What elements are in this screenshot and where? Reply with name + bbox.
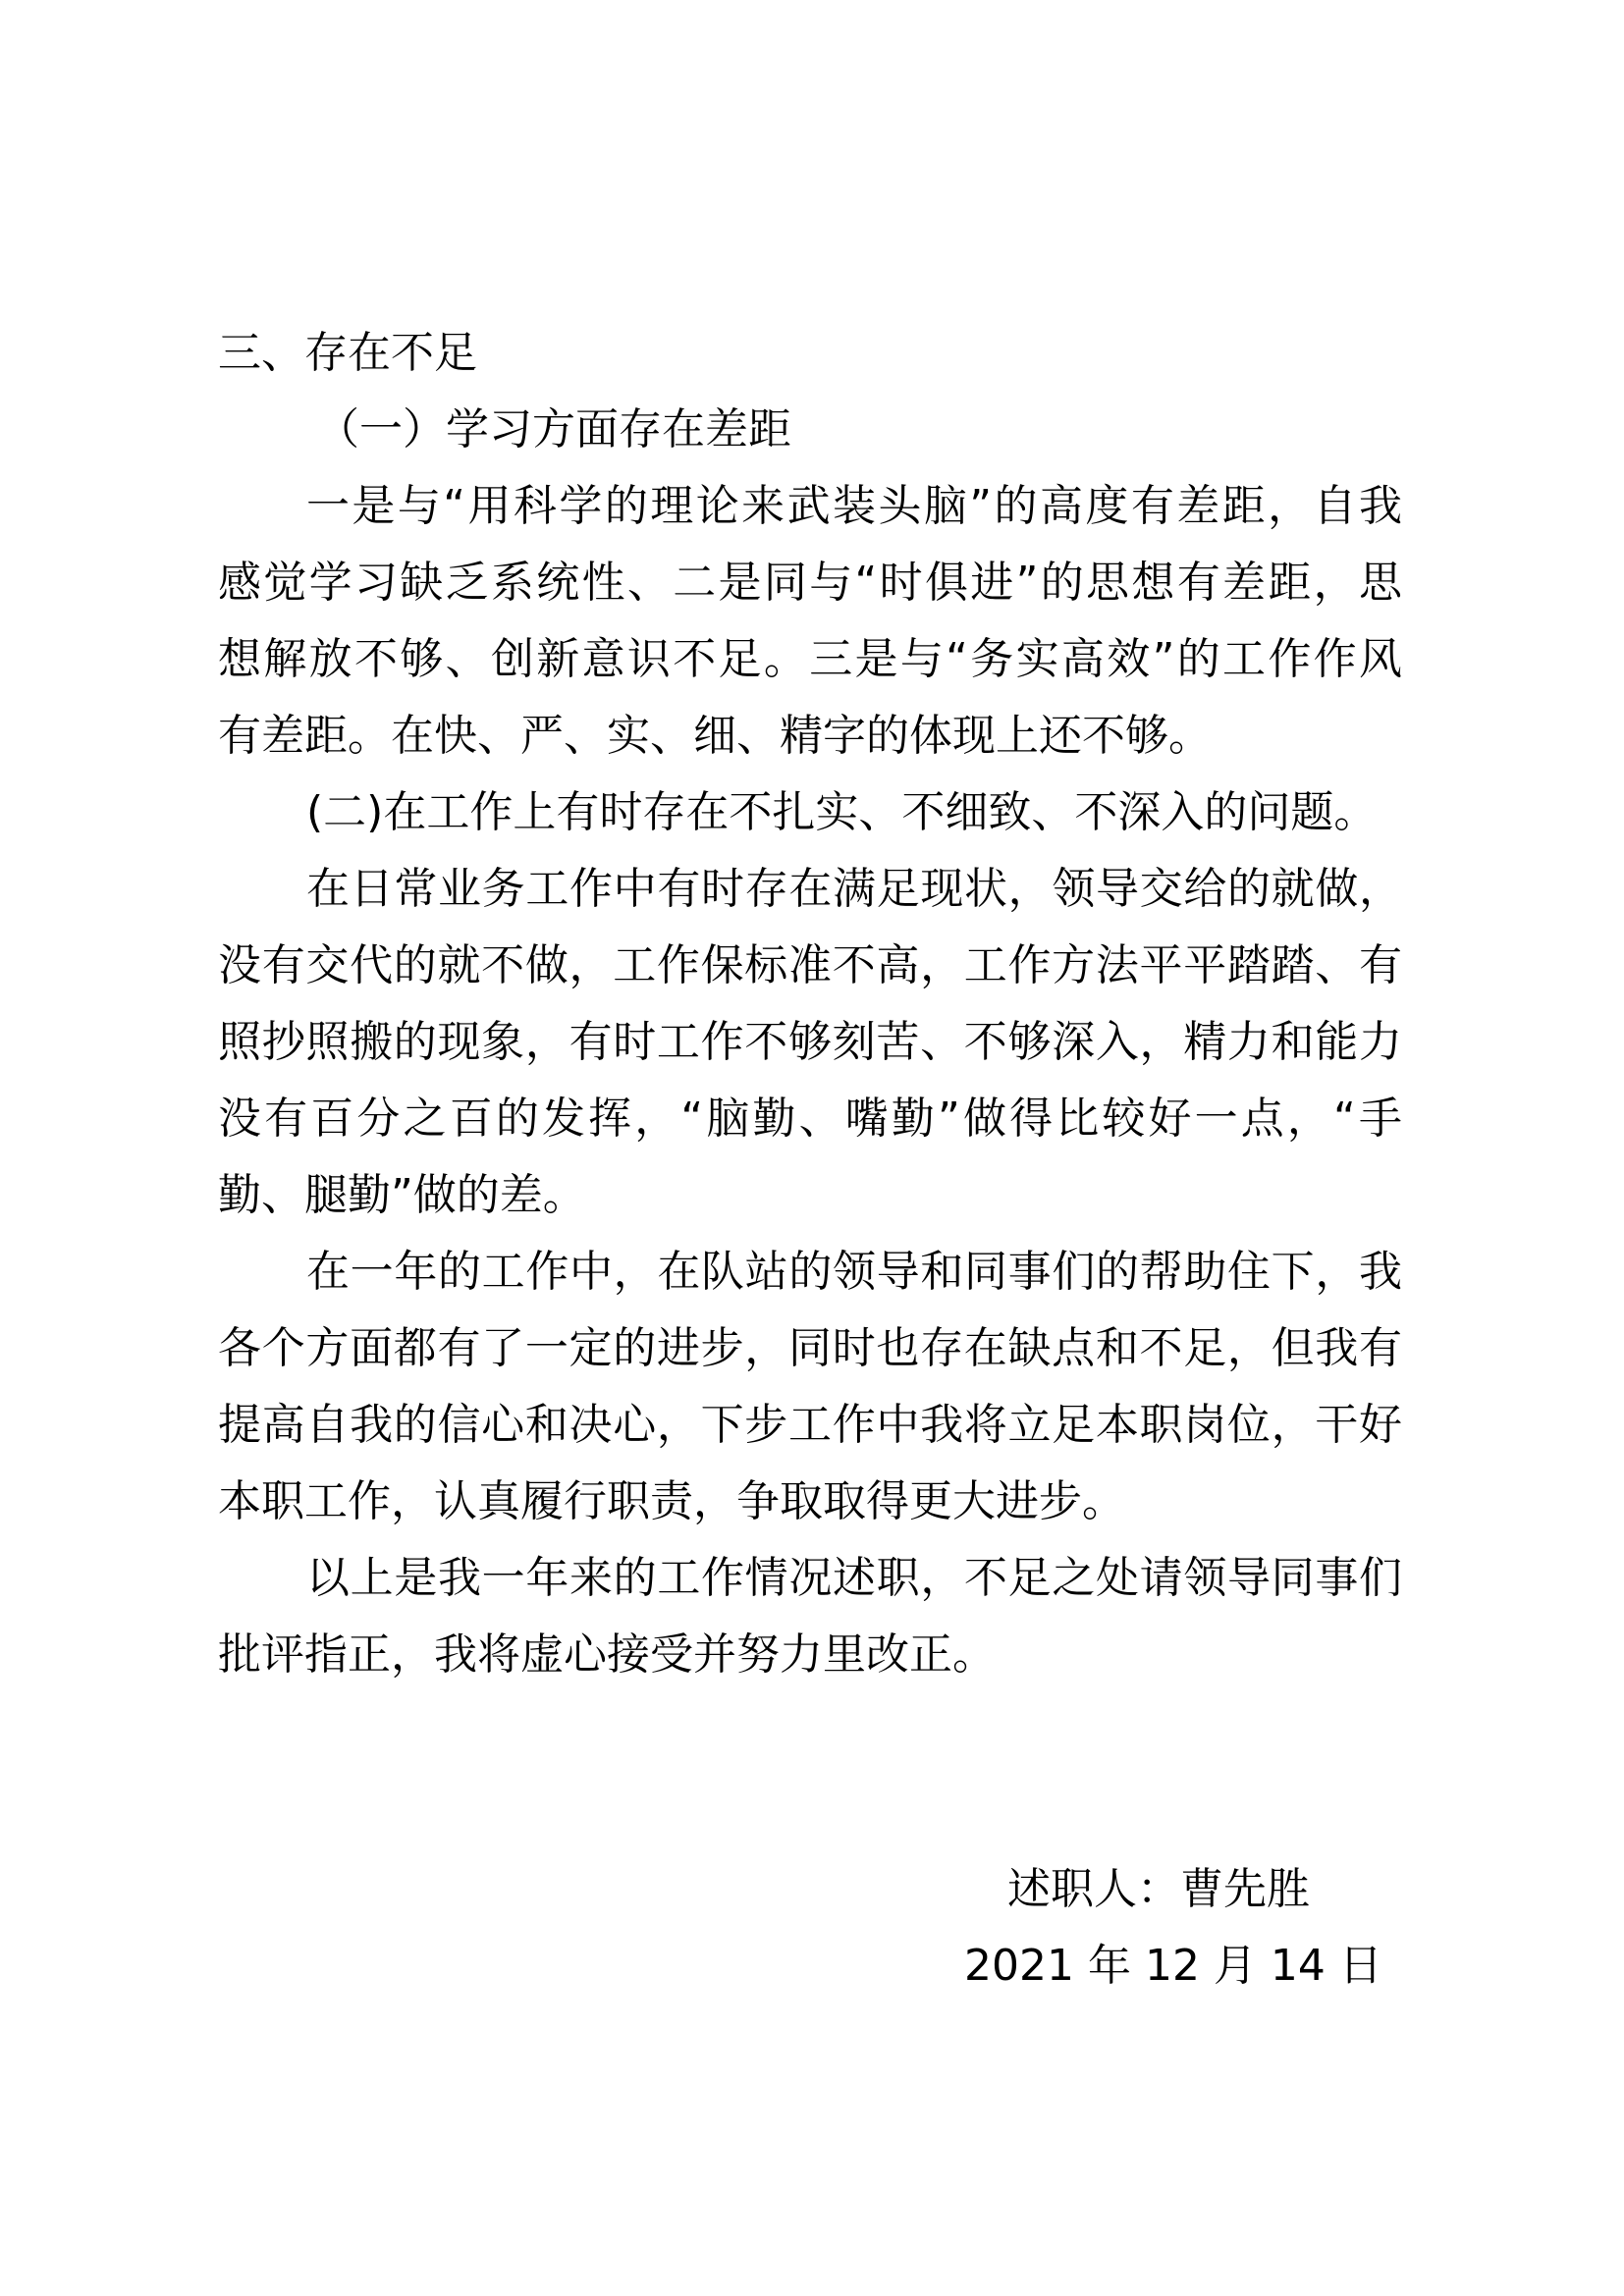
paragraph-line: 勤、腿勤”做的差。 bbox=[218, 1170, 586, 1220]
paragraph-line: 在一年的工作中，在队站的领导和同事们的帮助住下，我 bbox=[306, 1247, 1402, 1297]
paragraph-line: 批评指正，我将虚心接受并努力里改正。 bbox=[218, 1629, 996, 1680]
date: 2021 年 12 月 14 日 bbox=[964, 1941, 1382, 1991]
paragraph-line: 提高自我的信心和决心，下步工作中我将立足本职岗位，干好 bbox=[218, 1400, 1402, 1450]
paragraph-line: 照抄照搬的现象，有时工作不够刻苦、不够深入，精力和能力 bbox=[218, 1017, 1402, 1067]
paragraph-line: 没有交代的就不做，工作保标准不高，工作方法平平踏踏、有 bbox=[218, 940, 1402, 990]
subheading-2: (二)在工作上有时存在不扎实、不细致、不深入的问题。 bbox=[306, 787, 1378, 837]
signature: 述职人：曹先胜 bbox=[1007, 1864, 1310, 1914]
paragraph-line: 感觉学习缺乏系统性、二是同与“时俱进”的思想有差距，思 bbox=[218, 558, 1402, 608]
paragraph-line: 在日常业务工作中有时存在满足现状，领导交给的就做， bbox=[306, 864, 1402, 914]
paragraph-line: 没有百分之百的发挥，“脑勤、嘴勤”做得比较好一点，“手 bbox=[218, 1094, 1402, 1144]
section-heading: 三、存在不足 bbox=[218, 328, 477, 378]
paragraph-line: 想解放不够、创新意识不足。三是与“务实高效”的工作作风 bbox=[218, 634, 1402, 684]
paragraph-line: 以上是我一年来的工作情况述职，不足之处请领导同事们 bbox=[306, 1553, 1402, 1603]
subheading-1: （一）学习方面存在差距 bbox=[316, 404, 791, 454]
paragraph-line: 一是与“用科学的理论来武装头脑”的高度有差距，自我 bbox=[306, 481, 1402, 531]
paragraph-line: 有差距。在快、严、实、细、精字的体现上还不够。 bbox=[218, 711, 1212, 761]
paragraph-line: 各个方面都有了一定的进步，同时也存在缺点和不足，但我有 bbox=[218, 1323, 1402, 1373]
paragraph-line: 本职工作，认真履行职责，争取取得更大进步。 bbox=[218, 1476, 1125, 1526]
